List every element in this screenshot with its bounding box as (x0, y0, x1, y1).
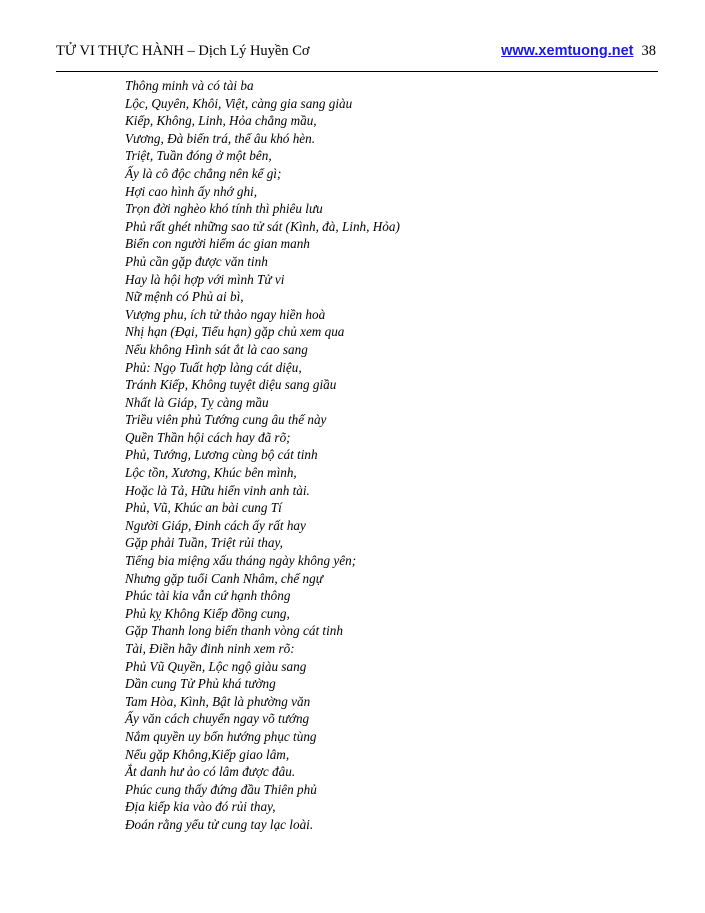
poem-line: Vương, Đà biến trá, thế âu khó hèn. (125, 130, 316, 146)
poem-line: Hợi cao hình ấy nhớ ghi, (125, 183, 258, 199)
poem-line: Ấy là cô độc chẳng nên kể gì; (125, 165, 282, 181)
poem-line: Tiếng bia miệng xấu tháng ngày không yên; (125, 553, 357, 569)
poem-line: Lộc tồn, Xương, Khúc bên mình, (125, 465, 297, 481)
poem-line: Nếu gặp Không,Kiếp giao lâm, (125, 746, 290, 762)
poem-line: Nếu không Hình sát ắt là cao sang (125, 341, 308, 357)
poem-line: Trọn đời nghèo khó tính thì phiêu lưu (125, 201, 323, 217)
poem-line: Tài, Điền hãy đinh ninh xem rõ: (125, 641, 295, 656)
poem-line: Triều viên phủ Tướng cung âu thế này (125, 412, 327, 428)
poem-line: Gặp Thanh long biến thanh vòng cát tinh (125, 623, 343, 639)
poem-line: Phủ, Tướng, Lương cùng bộ cát tinh (125, 447, 318, 463)
header-right (501, 41, 656, 61)
poem-line: Lộc, Quyên, Khôi, Việt, càng gia sang giàu (125, 95, 353, 111)
poem-line: Phúc tài kia vẫn cứ hạnh thông (125, 588, 291, 604)
poem-line: Phủ: Ngọ Tuất hợp làng cát diệu, (125, 359, 302, 375)
poem-line: Phủ, Vũ, Khúc an bài cung Tí (125, 500, 282, 516)
poem-line: Phủ kỵ Không Kiếp đồng cung, (125, 605, 290, 621)
poem-line: Gặp phải Tuần, Triệt rủi thay, (125, 535, 283, 551)
poem-line: Phủ rất ghét những sao tử sát (Kình, đà, Linh, Hỏa) (125, 218, 400, 234)
poem-line: Quền Thần hội cách hay đã rõ; (125, 429, 291, 445)
poem-line: Phủ Vũ Quyền, Lộc ngộ giàu sang (125, 658, 307, 674)
poem-line: Ắt danh hư ảo có lâm được đâu. (125, 764, 296, 780)
page-number: 38 (641, 43, 656, 59)
poem-line: Hoặc là Tả, Hữu hiển vinh anh tài. (125, 482, 310, 498)
poem-line: Tránh Kiếp, Không tuyệt diệu sang giầu (125, 377, 337, 393)
poem-line: Nữ mệnh có Phủ ai bì, (125, 289, 244, 305)
poem-body (125, 77, 645, 834)
poem-line: Thông minh và có tài ba (125, 78, 254, 93)
page-header (56, 41, 656, 63)
poem-line: Nhị hạn (Đại, Tiểu hạn) gặp chủ xem qua (125, 324, 345, 340)
poem-line: Nhưng gặp tuổi Canh Nhâm, chế ngự (125, 570, 323, 586)
poem-line: Phúc cung thấy đứng đầu Thiên phủ (125, 781, 317, 797)
poem-line: Nhất là Giáp, Tỵ càng mầu (125, 394, 269, 410)
poem-line: Biến con người hiểm ác gian manh (125, 236, 310, 252)
poem-line: Kiếp, Không, Linh, Hỏa chẳng mầu, (125, 113, 317, 129)
poem-line: Người Giáp, Đinh cách ấy rất hay (125, 517, 306, 533)
poem-line: Vượng phu, ích tử thảo ngay hiền hoà (125, 306, 326, 322)
poem-line: Đoán rằng yểu tử cung tay lạc loài. (125, 816, 314, 832)
poem-line: Nắm quyền uy bốn hướng phục tùng (125, 728, 317, 744)
poem-line: Dần cung Tử Phủ khá tường (125, 676, 276, 692)
poem-line: Hay là hội hợp với mình Tử vi (125, 271, 285, 287)
poem-line: Triệt, Tuần đóng ở một bên, (125, 148, 272, 164)
poem-line: Tam Hòa, Kình, Bật là phường văn (125, 693, 311, 709)
document-title: TỬ VI THỰC HÀNH – Dịch Lý Huyền Cơ (56, 43, 310, 59)
poem-line: Địa kiếp kia vào đó rủi thay, (125, 799, 276, 815)
poem-line: Phủ cần gặp được văn tinh (125, 253, 268, 269)
header-divider (56, 71, 658, 72)
website-link[interactable]: www.xemtuong.net (501, 43, 634, 59)
poem-line: Ấy văn cách chuyển ngay võ tướng (125, 711, 310, 727)
